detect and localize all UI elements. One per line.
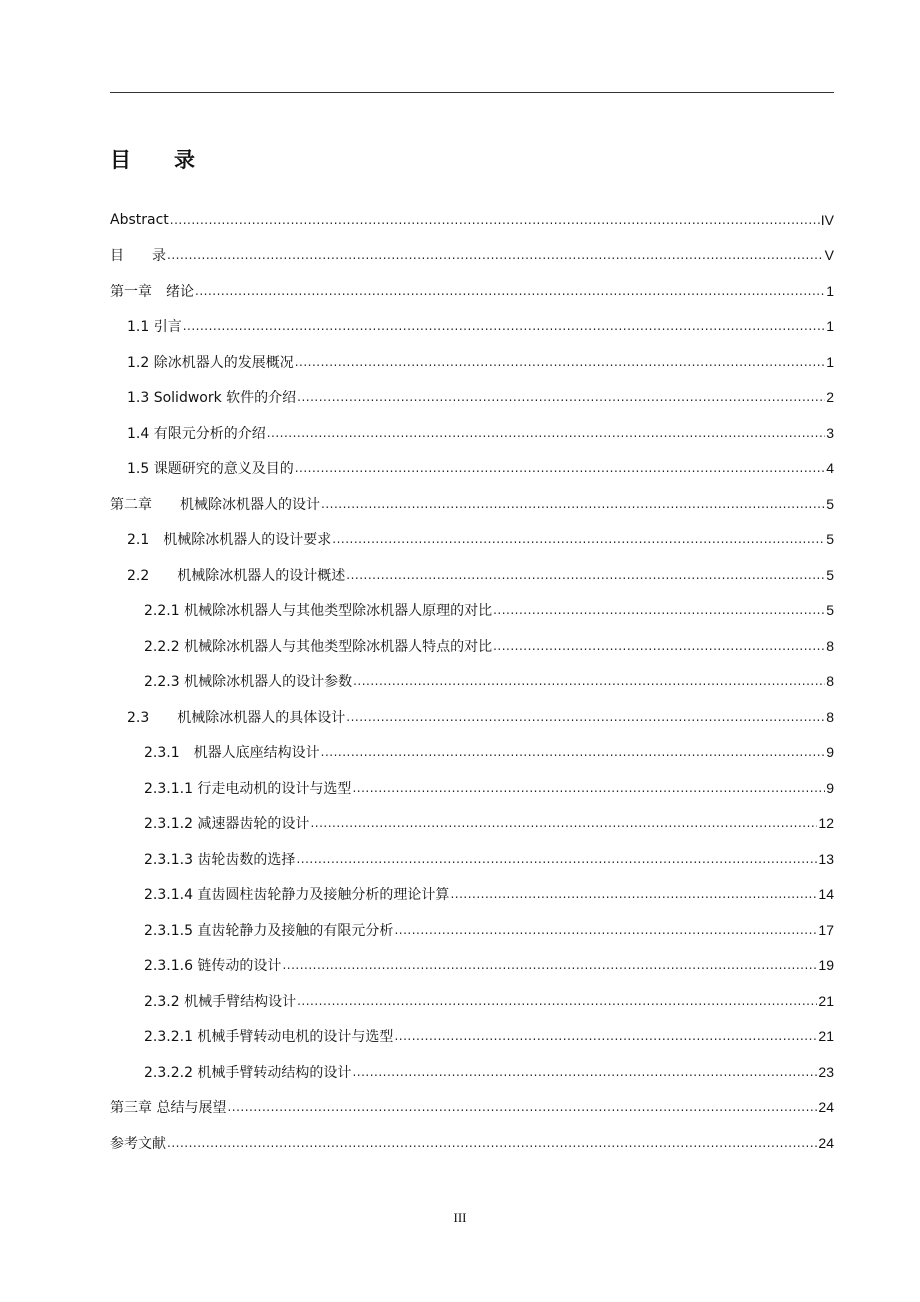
toc-leader-dots	[295, 355, 825, 369]
toc-entry-page: 24	[818, 1099, 834, 1116]
toc-leader-dots	[332, 532, 825, 546]
toc-entry-label: 1.4 有限元分析的介绍	[127, 425, 266, 442]
toc-entry-label: 1.2 除冰机器人的发展概况	[127, 354, 294, 371]
toc-entry-page: 5	[826, 495, 834, 512]
toc-entry-page: 4	[826, 460, 834, 477]
toc-entry-page: 3	[826, 424, 834, 441]
toc-entry[interactable]	[110, 770, 834, 806]
page-number: III	[453, 1210, 467, 1225]
toc-entry[interactable]	[110, 1054, 834, 1090]
toc-entry-label: 2.3.1.4 直齿圆柱齿轮静力及接触分析的理论计算	[144, 887, 450, 904]
toc-entry[interactable]	[110, 841, 834, 877]
toc-entry-label: 2.2.2 机械除冰机器人与其他类型除冰机器人特点的对比	[144, 638, 493, 655]
toc-entry-label: 2.3.2.1 机械手臂转动电机的设计与选型	[144, 1029, 394, 1046]
toc-entry-page: 8	[826, 708, 834, 725]
toc-entry[interactable]	[110, 309, 834, 345]
toc-entry-page: 1	[826, 318, 834, 335]
toc-entry-label: 2.3.1.1 行走电动机的设计与选型	[144, 780, 352, 797]
toc-entry-page: 14	[818, 886, 834, 903]
toc-entry-label: 2.1 机械除冰机器人的设计要求	[127, 532, 332, 549]
toc-entry-label: 1.1 引言	[127, 319, 182, 336]
toc-entry-label: 2.3.1 机器人底座结构设计	[144, 745, 320, 762]
toc-entry-label: 1.3 Solidwork 软件的介绍	[127, 390, 297, 407]
toc-entry-page: 21	[818, 1028, 834, 1045]
toc-leader-dots	[493, 639, 825, 653]
toc-entry-page: V	[824, 247, 834, 264]
toc-entry[interactable]	[110, 522, 834, 558]
toc-entry-label: 2.3.2.2 机械手臂转动结构的设计	[144, 1064, 352, 1081]
toc-leader-dots	[321, 745, 826, 759]
toc-entry[interactable]	[110, 735, 834, 771]
toc-leader-dots	[297, 390, 825, 404]
toc-leader-dots	[352, 1065, 817, 1079]
toc-leader-dots	[346, 568, 825, 582]
toc-entry-page: 12	[818, 815, 834, 832]
toc-entry-label: 2.2.3 机械除冰机器人的设计参数	[144, 674, 353, 691]
toc-entry[interactable]	[110, 1090, 834, 1126]
toc-entry-label: 第三章 总结与展望	[110, 1100, 227, 1117]
table-of-contents	[110, 202, 834, 1161]
toc-entry[interactable]	[110, 202, 834, 238]
toc-entry-page: 21	[818, 992, 834, 1009]
toc-leader-dots	[321, 497, 825, 511]
toc-entry[interactable]	[110, 1019, 834, 1055]
toc-entry[interactable]	[110, 451, 834, 487]
toc-entry[interactable]	[110, 1125, 834, 1161]
toc-entry[interactable]	[110, 557, 834, 593]
toc-entry-page: IV	[820, 211, 834, 228]
toc-entry[interactable]	[110, 238, 834, 274]
toc-entry-page: 24	[818, 1134, 834, 1151]
toc-entry[interactable]	[110, 664, 834, 700]
toc-leader-dots	[170, 213, 820, 227]
toc-leader-dots	[167, 1136, 817, 1150]
toc-entry-page: 8	[826, 673, 834, 690]
toc-entry[interactable]	[110, 628, 834, 664]
toc-entry-page: 19	[818, 957, 834, 974]
toc-entry[interactable]	[110, 593, 834, 629]
toc-entry-label: 2.3 机械除冰机器人的具体设计	[127, 709, 346, 726]
toc-entry-label: 2.3.1.5 直齿轮静力及接触的有限元分析	[144, 922, 394, 939]
toc-entry-label: 2.3.1.6 链传动的设计	[144, 958, 282, 975]
title-char-left: 目	[110, 148, 132, 172]
header-rule	[110, 92, 834, 93]
toc-leader-dots	[394, 923, 817, 937]
toc-entry[interactable]	[110, 344, 834, 380]
toc-leader-dots	[227, 1100, 817, 1114]
toc-entry-page: 23	[818, 1063, 834, 1080]
toc-entry-label: 1.5 课题研究的意义及目的	[127, 461, 294, 478]
toc-leader-dots	[450, 887, 817, 901]
toc-entry[interactable]	[110, 415, 834, 451]
toc-leader-dots	[167, 248, 824, 262]
toc-leader-dots	[297, 994, 817, 1008]
toc-entry[interactable]	[110, 806, 834, 842]
toc-entry[interactable]	[110, 877, 834, 913]
toc-leader-dots	[353, 674, 825, 688]
toc-entry[interactable]	[110, 912, 834, 948]
toc-entry-label: Abstract	[110, 211, 169, 228]
toc-entry-label: 2.3.1.2 减速器齿轮的设计	[144, 816, 310, 833]
toc-leader-dots	[310, 816, 817, 830]
toc-entry-page: 8	[826, 637, 834, 654]
toc-entry-label: 参考文献	[110, 1135, 166, 1152]
toc-entry-label: 2.3.2 机械手臂结构设计	[144, 993, 297, 1010]
toc-entry-page: 1	[826, 353, 834, 370]
toc-entry[interactable]	[110, 380, 834, 416]
toc-entry[interactable]	[110, 273, 834, 309]
toc-entry[interactable]	[110, 486, 834, 522]
toc-entry-label: 目 录	[110, 248, 166, 265]
toc-entry-label: 第一章 绪论	[110, 283, 194, 300]
toc-entry-page: 1	[826, 282, 834, 299]
page-title	[110, 144, 196, 174]
toc-entry-page: 13	[818, 850, 834, 867]
toc-entry-page: 2	[826, 389, 834, 406]
toc-leader-dots	[195, 284, 825, 298]
toc-leader-dots	[295, 461, 825, 475]
toc-leader-dots	[296, 852, 817, 866]
toc-entry[interactable]	[110, 948, 834, 984]
toc-entry-page: 9	[826, 779, 834, 796]
toc-leader-dots	[346, 710, 825, 724]
title-char-right: 录	[174, 148, 196, 172]
toc-entry-page: 9	[826, 744, 834, 761]
toc-entry-label: 2.3.1.3 齿轮齿数的选择	[144, 851, 296, 868]
toc-entry-page: 5	[826, 602, 834, 619]
toc-entry-label: 2.2.1 机械除冰机器人与其他类型除冰机器人原理的对比	[144, 603, 493, 620]
toc-entry-label: 2.2 机械除冰机器人的设计概述	[127, 567, 346, 584]
toc-entry[interactable]	[110, 983, 834, 1019]
toc-leader-dots	[352, 781, 825, 795]
toc-leader-dots	[394, 1029, 817, 1043]
toc-leader-dots	[183, 319, 825, 333]
toc-leader-dots	[267, 426, 825, 440]
toc-entry-page: 5	[826, 531, 834, 548]
toc-entry-page: 5	[826, 566, 834, 583]
toc-leader-dots	[493, 603, 825, 617]
toc-entry[interactable]	[110, 699, 834, 735]
toc-entry-page: 17	[818, 921, 834, 938]
toc-entry-label: 第二章 机械除冰机器人的设计	[110, 496, 320, 513]
toc-leader-dots	[282, 958, 817, 972]
